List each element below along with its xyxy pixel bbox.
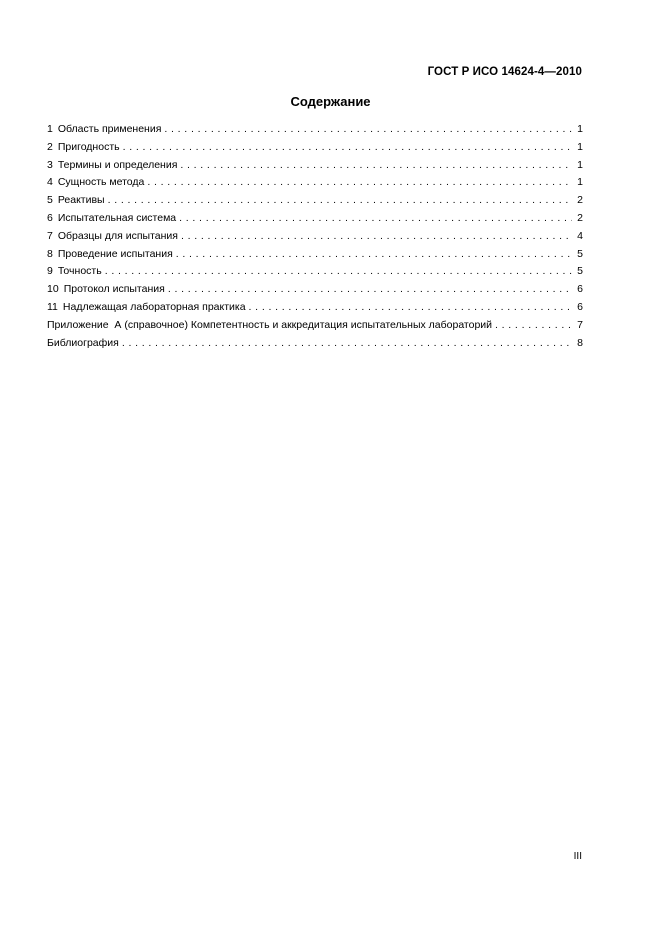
- toc-entry-specimens[interactable]: [47, 228, 583, 246]
- toc-entry-page: 1: [577, 158, 583, 171]
- toc-entry-page: 7: [577, 318, 583, 331]
- toc-entry-page: 8: [577, 336, 583, 349]
- toc-title: Содержание: [290, 94, 371, 109]
- toc-entry-page: 2: [577, 211, 583, 224]
- toc-entry-number: 8: [47, 247, 53, 260]
- toc-entry-number: 5: [47, 194, 53, 207]
- toc-entry-method[interactable]: [47, 174, 583, 192]
- dot-leader: [181, 228, 572, 246]
- toc-entry-label: Точность: [57, 265, 102, 278]
- toc-entry-page: 6: [577, 283, 583, 296]
- toc-entry-good-lab-practice[interactable]: [47, 299, 583, 317]
- toc-entry-page: 6: [577, 300, 583, 313]
- toc-entry-number: 2: [47, 140, 53, 153]
- toc-entry-applicability[interactable]: [47, 139, 583, 157]
- toc-entry-label: Протокол испытания: [63, 283, 165, 296]
- toc-entry-page: 1: [577, 123, 583, 135]
- toc-entry-page: 5: [577, 265, 583, 278]
- toc-entry-label: Надлежащая лабораторная практика: [62, 300, 246, 313]
- toc-entry-procedure[interactable]: [47, 246, 583, 264]
- toc-entry-label: Сущность метода: [57, 176, 145, 189]
- toc-entry-label: Термины и определения: [57, 158, 178, 171]
- toc-entry-label: Библиография: [47, 336, 119, 349]
- toc-entry-label: Область применения: [57, 123, 162, 135]
- toc-entry-label: Пригодность: [57, 140, 120, 153]
- toc-entry-label: Проведение испытания: [57, 247, 173, 260]
- toc-entry-bibliography[interactable]: [47, 335, 583, 353]
- table-of-contents: [47, 121, 583, 352]
- toc-entry-label: Образцы для испытания: [57, 229, 178, 242]
- dot-leader: [176, 246, 572, 264]
- toc-entry-number: 6: [47, 211, 53, 224]
- toc-entry-test-system[interactable]: [47, 210, 583, 228]
- toc-entry-reagents[interactable]: [47, 192, 583, 210]
- standard-id: ГОСТ Р ИСО 14624-4—2010: [427, 66, 582, 78]
- toc-entry-number: 7: [47, 229, 53, 242]
- dot-leader: [179, 210, 572, 228]
- toc-entry-number: 9: [47, 265, 53, 278]
- toc-entry-number: 1: [47, 123, 53, 135]
- toc-entry-label: Приложение А (справочное) Компетентность и аккредитация испытательных лабораторий: [47, 318, 493, 331]
- dot-leader: [105, 263, 572, 281]
- toc-entry-page: 2: [577, 194, 583, 207]
- page-number: III: [573, 851, 582, 862]
- dot-leader: [249, 299, 572, 317]
- dot-leader: [164, 121, 572, 139]
- toc-entry-number: 10: [47, 283, 59, 296]
- toc-entry-page: 1: [577, 176, 583, 189]
- dot-leader: [122, 335, 572, 353]
- toc-entry-label: Реактивы: [57, 194, 105, 207]
- dot-leader: [108, 192, 572, 210]
- toc-entry-appendix-a[interactable]: [47, 317, 583, 335]
- toc-entry-number: 4: [47, 176, 53, 189]
- toc-entry-scope[interactable]: [47, 121, 583, 139]
- toc-entry-number: 11: [47, 300, 58, 313]
- toc-entry-label: Испытательная система: [57, 211, 177, 224]
- toc-entry-page: 1: [577, 140, 583, 153]
- toc-entry-test-report[interactable]: [47, 281, 583, 299]
- toc-entry-page: 4: [577, 229, 583, 242]
- dot-leader: [168, 281, 572, 299]
- dot-leader: [495, 317, 572, 335]
- toc-entry-precision[interactable]: [47, 263, 583, 281]
- dot-leader: [180, 157, 572, 175]
- dot-leader: [123, 139, 572, 157]
- toc-entry-terms[interactable]: [47, 157, 583, 175]
- toc-entry-number: 3: [47, 158, 53, 171]
- toc-entry-page: 5: [577, 247, 583, 260]
- dot-leader: [147, 174, 572, 192]
